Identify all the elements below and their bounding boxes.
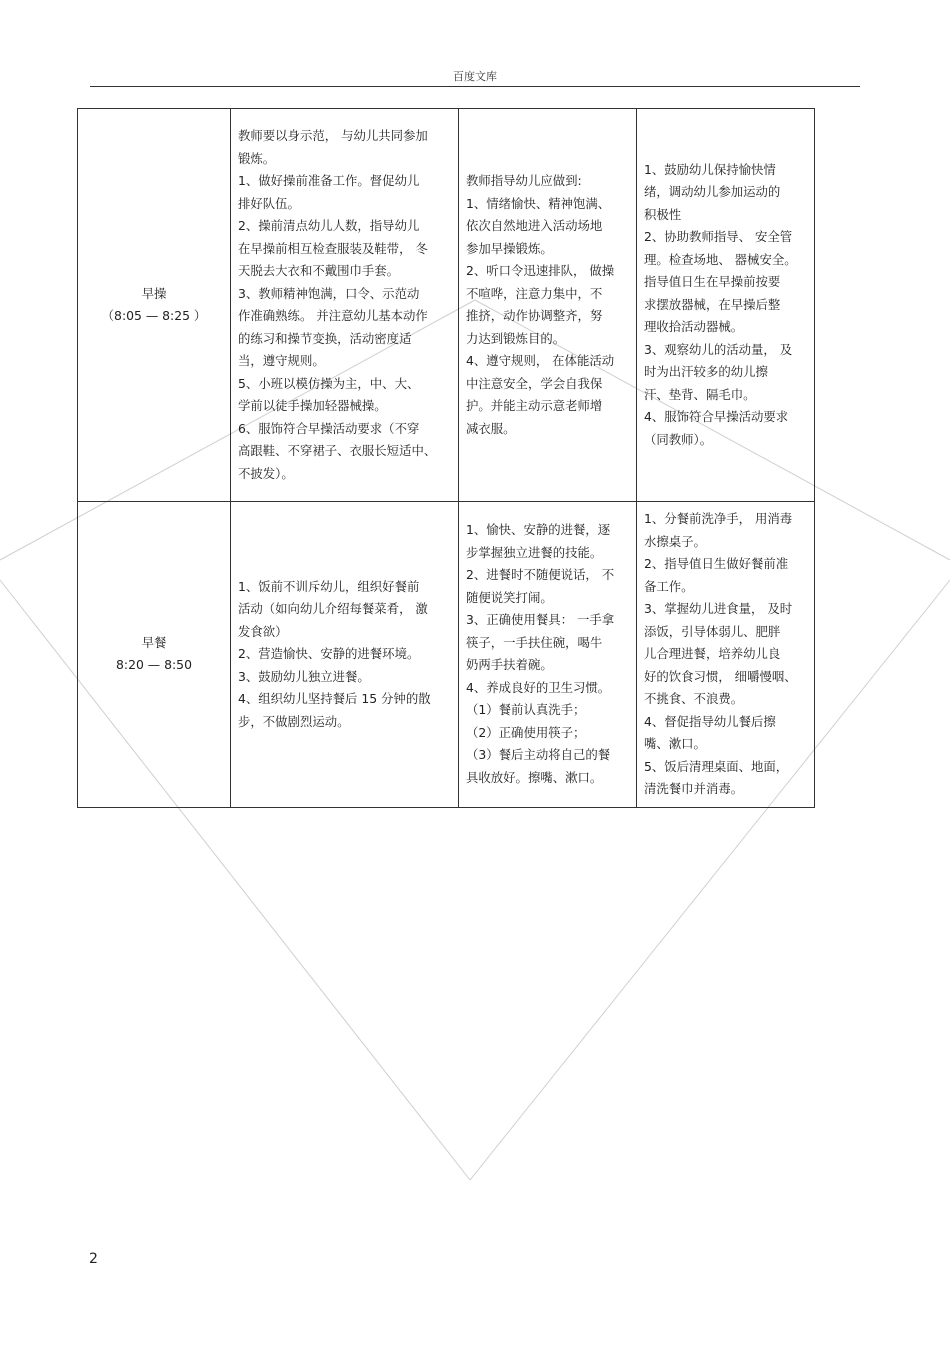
activity-name: 早餐 [141, 634, 167, 650]
header-title: 百度文库 [453, 70, 497, 83]
child-requirements: 1、愉快、安静的进餐，逐 步掌握独立进餐的技能。 2、进餐时不随便说话， 不 随便说笑打闹。 3、正确使用餐具： 一手拿 筷子，一手扶住碗，喝牛 奶两手扶着碗。 4、养成良好的卫生习惯。 （1）餐前认真洗手； （2）正确使用筷子； （3）餐后主动将自己的餐 具收放好。擦嘴、漱口。 [459, 502, 637, 808]
activity-time: 8:20 — 8:50 [116, 657, 192, 673]
table-row [78, 109, 815, 502]
assistant-requirements: 1、鼓励幼儿保持愉快情 绪，调动幼儿参加运动的 积极性 2、协助教师指导、 安全管 理。检查场地、 器械安全。 指导值日生在早操前按要 求摆放器械，在早操后整 理收拾活动器械。 3、观察幼儿的活动量， 及 时为出汗较多的幼儿擦 汗、垫背、隔毛巾。 4、服饰符合早操活动要求 （同教师）。 [637, 109, 815, 502]
table-row [78, 502, 815, 808]
activity-cell [78, 109, 231, 502]
header-divider [90, 86, 860, 87]
assistant-requirements: 1、分餐前洗净手， 用消毒 水擦桌子。 2、指导值日生做好餐前准 备工作。 3、掌握幼儿进食量， 及时 添饭，引导体弱儿、肥胖 儿合理进餐，培养幼儿良 好的饮食习惯， 细嚼慢咽、 不挑食、不浪费。 4、督促指导幼儿餐后擦 嘴、漱口。 5、饭后清理桌面、地面， 清洗餐巾并消毒。 [637, 502, 815, 808]
child-requirements: 教师指导幼儿应做到: 1、情绪愉快、精神饱满、 依次自然地进入活动场地 参加早操锻炼。 2、听口令迅速排队， 做操 不喧哗，注意力集中，不 推挤，动作协调整齐，努 力达到锻炼目的。 4、遵守规则， 在体能活动 中注意安全，学会自我保 护。并能主动示意老师增 减衣服。 [459, 109, 637, 502]
activity-time: （8:05 — 8:25 ） [101, 308, 207, 323]
activity-name: 早操 [141, 285, 167, 301]
activity-cell [78, 502, 231, 808]
schedule-table [77, 108, 815, 808]
teacher-requirements: 1、饭前不训斥幼儿，组织好餐前 活动（如向幼儿介绍每餐菜肴， 激 发食欲） 2、营造愉快、安静的进餐环境。 3、鼓励幼儿独立进餐。 4、组织幼儿坚持餐后 15 分钟的散 步，不做剧烈运动。 [231, 502, 459, 808]
page-number: 2 [89, 1251, 98, 1267]
teacher-requirements: 教师要以身示范， 与幼儿共同参加 锻炼。 1、做好操前准备工作。督促幼儿 排好队伍。 2、操前清点幼儿人数，指导幼儿 在早操前相互检查服装及鞋带， 冬 天脱去大衣和不戴围巾手套。 3、教师精神饱满，口令、示范动 作准确熟练。 并注意幼儿基本动作 的练习和操节变换，活动密度适 当，遵守规则。 5、小班以模仿操为主，中、大、 学前以徒手操加轻器械操。 6、服饰符合早操活动要求（不穿 高跟鞋、不穿裙子、衣服长短适中、 不披发）。 [231, 109, 459, 502]
